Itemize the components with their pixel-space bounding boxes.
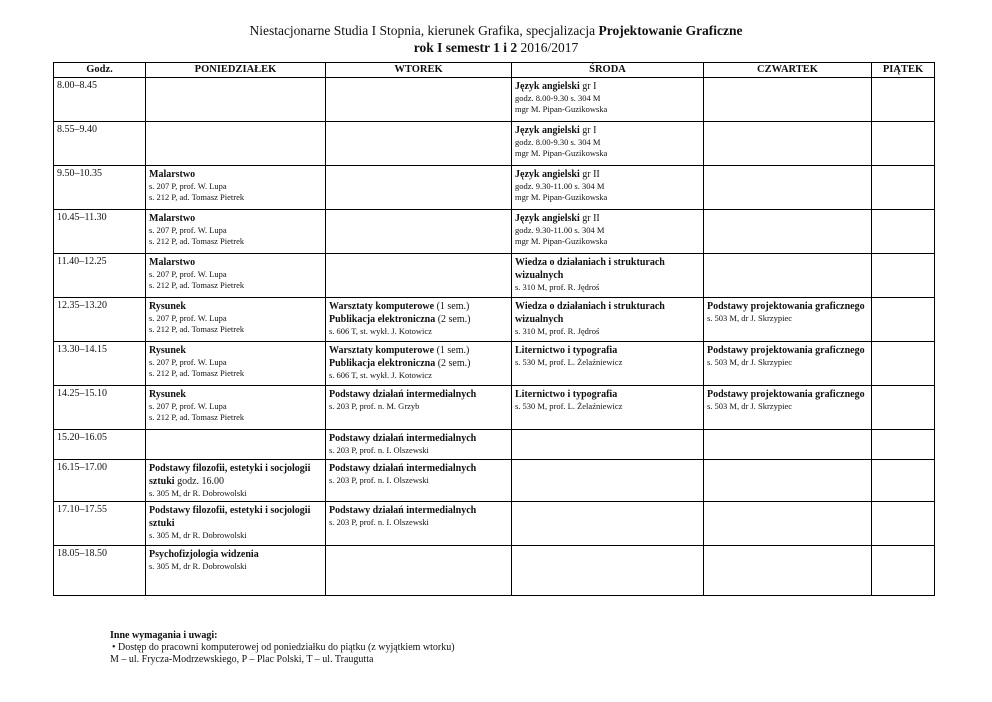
- cell-wednesday: [512, 298, 704, 342]
- table-row: [54, 502, 935, 546]
- time-slot: 17.10–17.55: [54, 502, 146, 546]
- cell-wednesday: [512, 122, 704, 166]
- cell-tuesday: [326, 430, 512, 460]
- course-note: gr II: [579, 213, 600, 224]
- course-details: s. 305 M, dr R. Dobrowolski: [149, 488, 247, 498]
- table-row: [54, 166, 935, 210]
- course-details: s. 310 M, prof. R. Jędroś: [515, 282, 600, 292]
- course-note: gr II: [579, 169, 600, 180]
- course-name: Publikacja elektroniczna: [329, 358, 436, 369]
- cell-wednesday: [512, 210, 704, 254]
- cell-friday: [872, 342, 935, 386]
- header-line-1: [0, 22, 992, 39]
- cell-friday: [872, 254, 935, 298]
- course-title: [149, 256, 322, 269]
- course-details: s. 212 P, ad. Tomasz Pietrek: [149, 280, 245, 290]
- course-title: [329, 388, 508, 401]
- course-name: Liternictwo i typografia: [515, 345, 618, 356]
- cell-tuesday: [326, 386, 512, 430]
- course-name: Podstawy działań intermedialnych: [329, 433, 477, 444]
- course-title: [149, 212, 322, 225]
- table-row: [54, 546, 935, 596]
- cell-tuesday: [326, 122, 512, 166]
- cell-friday: [872, 298, 935, 342]
- cell-friday: [872, 502, 935, 546]
- course-name: Psychofizjologia widzenia: [149, 549, 259, 560]
- schedule-table: [53, 62, 935, 596]
- course-title: [149, 388, 322, 401]
- schedule-header: [0, 22, 992, 56]
- course-name: Język angielski: [515, 169, 580, 180]
- course-details: mgr M. Pipan-Guzikowska: [515, 148, 608, 158]
- cell-monday: [146, 386, 326, 430]
- course-name: Malarstwo: [149, 213, 196, 224]
- course-name: Podstawy działań intermedialnych: [329, 505, 477, 516]
- course-details: s. 207 P, prof. W. Lupa: [149, 225, 227, 235]
- course-title: [149, 344, 322, 357]
- course-title: [515, 388, 700, 401]
- cell-friday: [872, 122, 935, 166]
- cell-thursday: [704, 386, 872, 430]
- course-name: Podstawy projektowania graficznego: [707, 301, 865, 312]
- cell-thursday: [704, 210, 872, 254]
- course-details: mgr M. Pipan-Guzikowska: [515, 236, 608, 246]
- location-legend: M – ul. Frycza-Modrzewskiego, P – Plac Polski, T – ul. Traugutta: [110, 654, 374, 665]
- cell-friday: [872, 78, 935, 122]
- time-slot: 13.30–14.15: [54, 342, 146, 386]
- course-name: Wiedza o działaniach i strukturach wizualnych: [515, 257, 665, 281]
- academic-year: 2016/2017: [517, 40, 579, 55]
- table-row: [54, 210, 935, 254]
- cell-friday: [872, 166, 935, 210]
- table-row: [54, 386, 935, 430]
- course-note: (1 sem.): [434, 345, 470, 356]
- course-details: s. 503 M, dr J. Skrzypiec: [707, 357, 792, 367]
- cell-wednesday: [512, 78, 704, 122]
- course-title: [515, 124, 700, 137]
- course-details: s. 606 T, st. wykł. J. Kotowicz: [329, 326, 432, 336]
- course-details: s. 212 P, ad. Tomasz Pietrek: [149, 412, 245, 422]
- cell-monday: [146, 78, 326, 122]
- time-slot: 8.55–9.40: [54, 122, 146, 166]
- cell-wednesday: [512, 254, 704, 298]
- cell-thursday: [704, 122, 872, 166]
- cell-wednesday: [512, 386, 704, 430]
- cell-tuesday: [326, 78, 512, 122]
- cell-monday: [146, 122, 326, 166]
- course-name: Język angielski: [515, 81, 580, 92]
- cell-thursday: [704, 460, 872, 502]
- course-details: s. 207 P, prof. W. Lupa: [149, 269, 227, 279]
- course-details: godz. 8.00-9.30 s. 304 M: [515, 137, 601, 147]
- cell-wednesday: [512, 460, 704, 502]
- cell-tuesday: [326, 460, 512, 502]
- course-title: [515, 344, 700, 357]
- course-name: Warsztaty komputerowe: [329, 301, 435, 312]
- table-row: [54, 254, 935, 298]
- time-slot: 14.25–15.10: [54, 386, 146, 430]
- course-name: Podstawy filozofii, estetyki i socjologii sztuki: [149, 463, 311, 487]
- course-title: [515, 212, 700, 225]
- course-name: Rysunek: [149, 389, 186, 400]
- time-slot: 12.35–13.20: [54, 298, 146, 342]
- course-details: s. 212 P, ad. Tomasz Pietrek: [149, 236, 245, 246]
- notes-bullet: • Dostęp do pracowni komputerowej od poniedziałku do piątku (z wyjątkiem wtorku): [112, 642, 455, 653]
- course-details: s. 207 P, prof. W. Lupa: [149, 401, 227, 411]
- course-title: [149, 548, 322, 561]
- cell-wednesday: [512, 166, 704, 210]
- course-title: [329, 462, 508, 475]
- course-details: s. 503 M, dr J. Skrzypiec: [707, 313, 792, 323]
- course-note: (1 sem.): [434, 301, 470, 312]
- time-slot: 16.15–17.00: [54, 460, 146, 502]
- course-note: gr I: [579, 125, 597, 136]
- course-title: [515, 168, 700, 181]
- table-row: [54, 298, 935, 342]
- course-title: [149, 168, 322, 181]
- course-title: [707, 388, 868, 401]
- cell-monday: [146, 502, 326, 546]
- course-details: s. 203 P, prof. n. I. Olszewski: [329, 475, 429, 485]
- cell-monday: [146, 546, 326, 596]
- table-row: [54, 342, 935, 386]
- cell-thursday: [704, 502, 872, 546]
- cell-wednesday: [512, 342, 704, 386]
- course-details: s. 207 P, prof. W. Lupa: [149, 181, 227, 191]
- course-name: Podstawy projektowania graficznego: [707, 389, 865, 400]
- table-row: [54, 430, 935, 460]
- course-title: [707, 300, 868, 313]
- cell-friday: [872, 430, 935, 460]
- cell-friday: [872, 210, 935, 254]
- column-header-monday: PONIEDZIAŁEK: [146, 63, 326, 78]
- cell-monday: [146, 166, 326, 210]
- cell-thursday: [704, 546, 872, 596]
- course-name: Malarstwo: [149, 257, 196, 268]
- column-header-wednesday: ŚRODA: [512, 63, 704, 78]
- course-title: [149, 462, 322, 488]
- course-details: s. 310 M, prof. R. Jędroś: [515, 326, 600, 336]
- cell-thursday: [704, 342, 872, 386]
- cell-thursday: [704, 430, 872, 460]
- cell-monday: [146, 254, 326, 298]
- cell-wednesday: [512, 430, 704, 460]
- course-details: mgr M. Pipan-Guzikowska: [515, 192, 608, 202]
- column-header-friday: PIĄTEK: [872, 63, 935, 78]
- course-note: godz. 16.00: [174, 476, 225, 487]
- year-semester: rok I semestr 1 i 2: [413, 40, 518, 55]
- course-name: Liternictwo i typografia: [515, 389, 618, 400]
- course-details: s. 203 P, prof. n. M. Grzyb: [329, 401, 420, 411]
- cell-monday: [146, 298, 326, 342]
- cell-thursday: [704, 298, 872, 342]
- course-details: s. 212 P, ad. Tomasz Pietrek: [149, 324, 245, 334]
- course-details: s. 503 M, dr J. Skrzypiec: [707, 401, 792, 411]
- course-details: s. 606 T, st. wykł. J. Kotowicz: [329, 370, 432, 380]
- cell-monday: [146, 460, 326, 502]
- cell-wednesday: [512, 502, 704, 546]
- course-name: Podstawy działań intermedialnych: [329, 463, 477, 474]
- course-details: s. 207 P, prof. W. Lupa: [149, 357, 227, 367]
- course-name: Język angielski: [515, 213, 580, 224]
- course-details: s. 305 M, dr R. Dobrowolski: [149, 530, 247, 540]
- cell-thursday: [704, 254, 872, 298]
- course-name: Warsztaty komputerowe: [329, 345, 435, 356]
- cell-thursday: [704, 78, 872, 122]
- cell-tuesday: [326, 502, 512, 546]
- course-title: [515, 80, 700, 93]
- course-name: Podstawy działań intermedialnych: [329, 389, 477, 400]
- cell-monday: [146, 430, 326, 460]
- time-slot: 18.05–18.50: [54, 546, 146, 596]
- cell-wednesday: [512, 546, 704, 596]
- cell-tuesday: [326, 546, 512, 596]
- course-details: s. 212 P, ad. Tomasz Pietrek: [149, 368, 245, 378]
- course-title: [149, 300, 322, 313]
- time-slot: 9.50–10.35: [54, 166, 146, 210]
- column-header-thursday: CZWARTEK: [704, 63, 872, 78]
- cell-tuesday: [326, 166, 512, 210]
- course-name: Malarstwo: [149, 169, 196, 180]
- cell-tuesday: [326, 298, 512, 342]
- course-name: Rysunek: [149, 345, 186, 356]
- cell-friday: [872, 460, 935, 502]
- course-details: s. 530 M, prof. L. Żelaźniewicz: [515, 401, 623, 411]
- course-details: godz. 9.30-11.00 s. 304 M: [515, 181, 605, 191]
- course-details: s. 203 P, prof. n. I. Olszewski: [329, 517, 429, 527]
- cell-monday: [146, 210, 326, 254]
- time-slot: 15.20–16.05: [54, 430, 146, 460]
- cell-friday: [872, 546, 935, 596]
- table-row: [54, 122, 935, 166]
- notes-title: Inne wymagania i uwagi:: [110, 630, 218, 641]
- course-details: mgr M. Pipan-Guzikowska: [515, 104, 608, 114]
- table-header-row: [54, 63, 935, 78]
- course-details: s. 305 M, dr R. Dobrowolski: [149, 561, 247, 571]
- course-title: [329, 344, 508, 370]
- course-title: [707, 344, 868, 357]
- course-title: [329, 504, 508, 517]
- table-row: [54, 78, 935, 122]
- header-line-2: [0, 39, 992, 56]
- time-slot: 8.00–8.45: [54, 78, 146, 122]
- course-title: [149, 504, 322, 530]
- course-note: (2 sem.): [435, 314, 471, 325]
- program-description: Niestacjonarne Studia I Stopnia, kierunek Grafika, specjalizacja: [249, 23, 599, 38]
- course-note: (2 sem.): [435, 358, 471, 369]
- course-name: Publikacja elektroniczna: [329, 314, 436, 325]
- cell-thursday: [704, 166, 872, 210]
- time-slot: 11.40–12.25: [54, 254, 146, 298]
- course-details: s. 530 M, prof. L. Żelaźniewicz: [515, 357, 623, 367]
- table-row: [54, 460, 935, 502]
- course-title: [515, 300, 700, 326]
- cell-friday: [872, 386, 935, 430]
- notes-section: [110, 630, 455, 666]
- column-header-tuesday: WTOREK: [326, 63, 512, 78]
- course-name: Wiedza o działaniach i strukturach wizualnych: [515, 301, 665, 325]
- course-details: godz. 8.00-9.30 s. 304 M: [515, 93, 601, 103]
- course-title: [515, 256, 700, 282]
- course-title: [329, 300, 508, 326]
- course-details: godz. 9.30-11.00 s. 304 M: [515, 225, 605, 235]
- course-name: Podstawy projektowania graficznego: [707, 345, 865, 356]
- cell-tuesday: [326, 254, 512, 298]
- schedule-body: [54, 78, 935, 596]
- cell-monday: [146, 342, 326, 386]
- course-title: [329, 432, 508, 445]
- course-details: s. 212 P, ad. Tomasz Pietrek: [149, 192, 245, 202]
- course-name: Podstawy filozofii, estetyki i socjologii sztuki: [149, 505, 311, 529]
- cell-tuesday: [326, 210, 512, 254]
- column-header-hours: Godz.: [54, 63, 146, 78]
- course-details: s. 203 P, prof. n. I. Olszewski: [329, 445, 429, 455]
- course-name: Język angielski: [515, 125, 580, 136]
- course-details: s. 207 P, prof. W. Lupa: [149, 313, 227, 323]
- course-name: Rysunek: [149, 301, 186, 312]
- cell-tuesday: [326, 342, 512, 386]
- course-note: gr I: [579, 81, 597, 92]
- time-slot: 10.45–11.30: [54, 210, 146, 254]
- specialization-name: Projektowanie Graficzne: [598, 23, 743, 38]
